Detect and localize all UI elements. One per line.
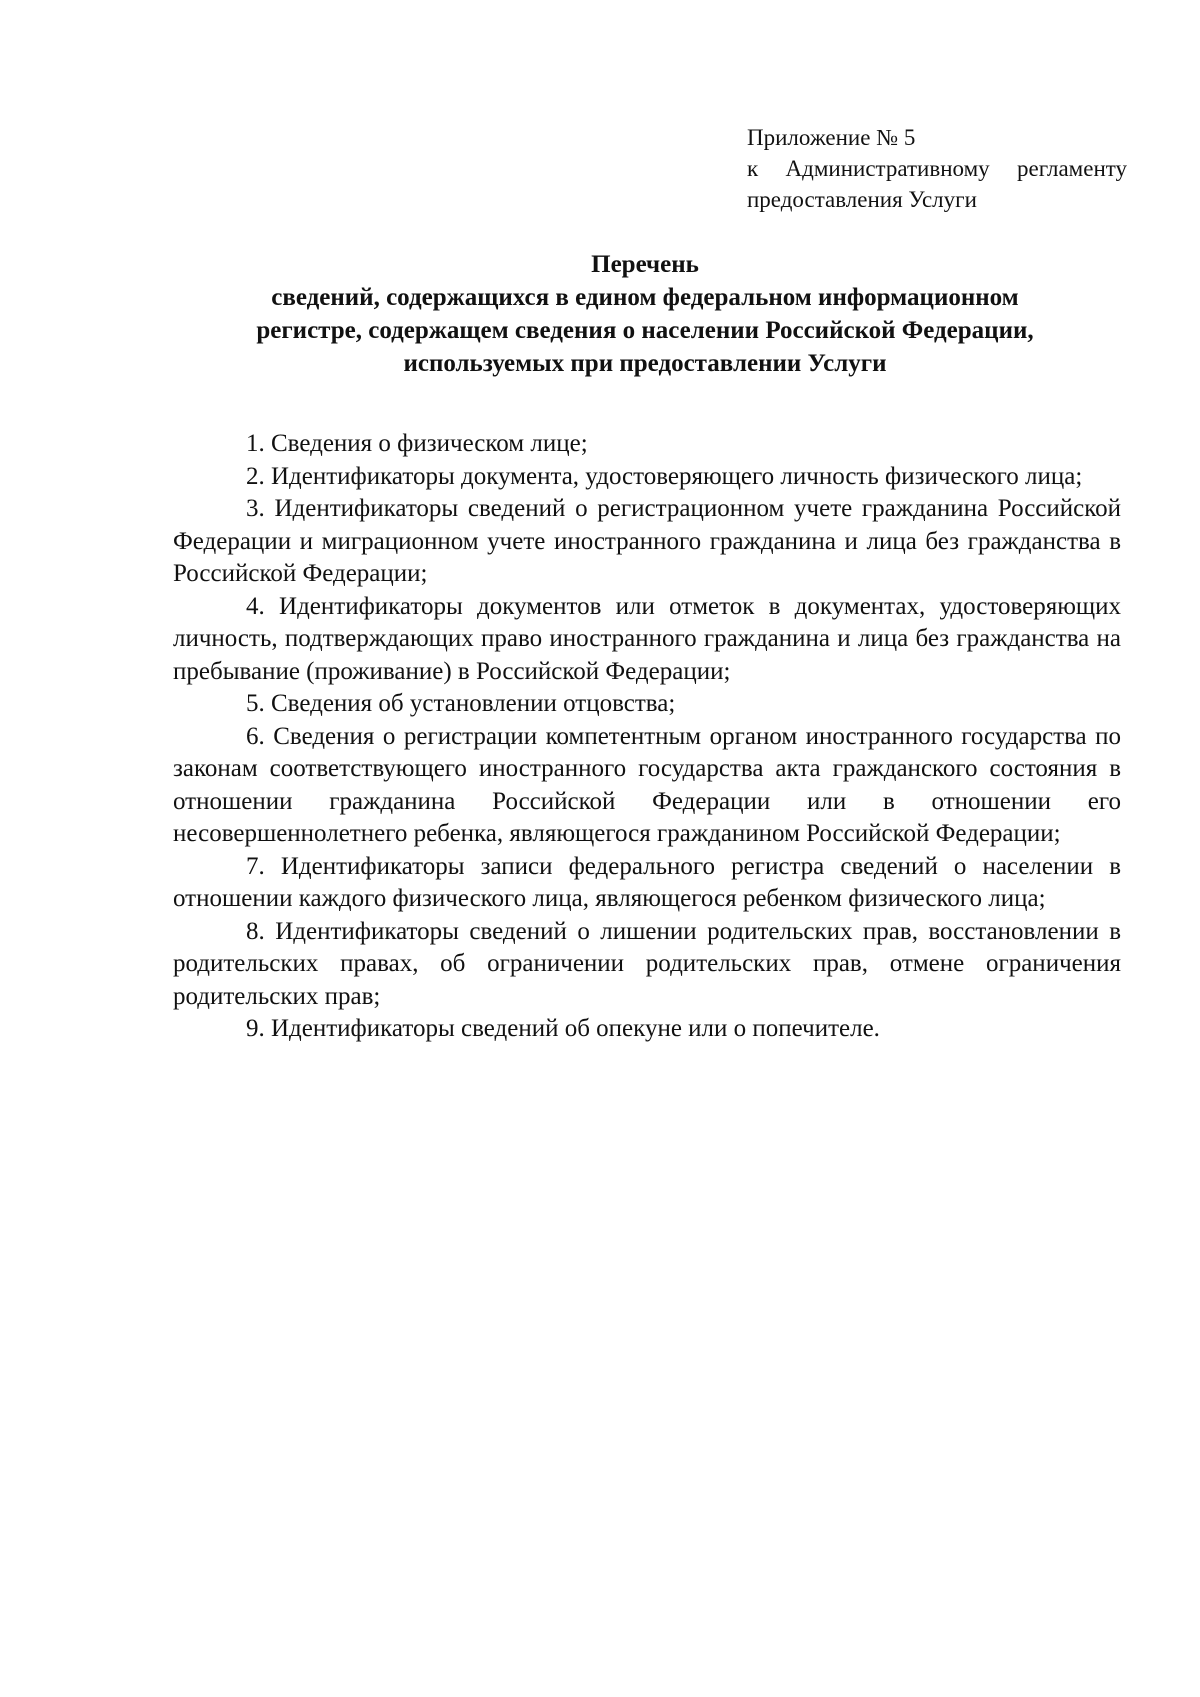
item-number: 9. (246, 1015, 265, 1042)
appendix-subject: предоставления Услуги (747, 187, 977, 212)
item-text: Идентификаторы сведений о лишении родительских прав, восстановлении в родительских правах, об ограничении родительских прав, отмене ограничения родительских прав; (173, 917, 1121, 1010)
title-line-4: используемых при предоставлении Услуги (403, 350, 887, 377)
item-number: 8. (246, 917, 265, 945)
list-item (173, 851, 1121, 916)
items-list (173, 428, 1121, 1046)
list-item (173, 721, 1121, 851)
item-number: 3. (246, 495, 265, 522)
list-item (173, 428, 1121, 461)
item-text: Идентификаторы документа, удостоверяющего личность физического лица; (271, 462, 1083, 490)
item-text: Идентификаторы записи федерального регистра сведений о населении в отношении каждого физического лица, являющегося ребенком физического лица; (173, 852, 1122, 912)
list-item (173, 461, 1121, 494)
item-number: 6. (246, 722, 265, 750)
list-item (173, 591, 1121, 689)
item-text: Идентификаторы сведений об опекуне или о попечителе. (271, 1015, 880, 1042)
list-item (173, 493, 1121, 591)
list-item (173, 1013, 1121, 1046)
item-number: 5. (246, 690, 265, 717)
item-number: 2. (246, 462, 265, 490)
item-text: Идентификаторы документов или отметок в документах, удостоверяющих личность, подтверждающих право иностранного гражданина и лица без гражданства на пребывание (проживание) в Российской Федерации; (173, 592, 1122, 685)
item-text: Сведения об установлении отцовства; (271, 690, 676, 717)
item-number: 4. (246, 592, 265, 620)
title-line-1: Перечень (591, 251, 699, 278)
appendix-header (747, 122, 1127, 215)
list-item (173, 688, 1121, 721)
title-line-2: сведений, содержащихся в едином федеральном информационном (271, 284, 1019, 311)
document-title (170, 248, 1120, 380)
list-item (173, 916, 1121, 1014)
item-text: Сведения о регистрации компетентным органом иностранного государства по законам соответствующего иностранного государства акта гражданского состояния в отношении гражданина Российской Федерации или в отношении его несовершеннолетнего ребенка, являющегося гражданином Российской Федерации; (173, 722, 1122, 847)
item-text: Идентификаторы сведений о регистрационном учете гражданина Российской Федерации и миграционном учете иностранного гражданина и лица без гражданства в Российской Федерации; (173, 495, 1122, 587)
item-number: 7. (246, 852, 265, 880)
appendix-reference: к Административному регламенту (747, 156, 1127, 181)
item-text: Сведения о физическом лице; (271, 430, 588, 457)
title-line-3: регистре, содержащем сведения о населении Российской Федерации, (256, 317, 1034, 344)
item-number: 1. (246, 430, 265, 457)
appendix-number: Приложение № 5 (747, 125, 916, 150)
